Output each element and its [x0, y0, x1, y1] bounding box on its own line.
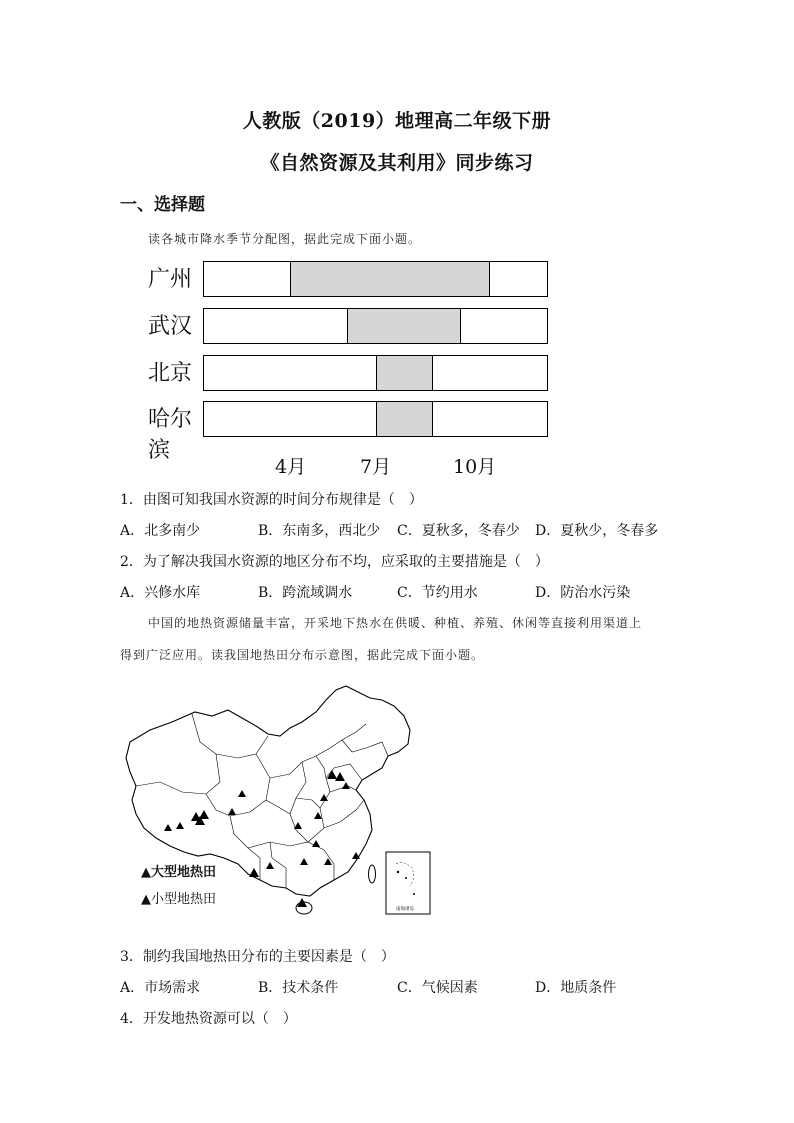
taiwan-island — [369, 865, 376, 883]
month-label-october: 10月 — [453, 456, 497, 478]
rain-bar-harbin — [203, 401, 548, 437]
rain-bar-beijing — [203, 355, 548, 391]
rain-season-fill — [376, 356, 433, 390]
q2-option-b: B．跨流域调水 — [258, 585, 353, 601]
q1-option-c: C．夏秋多，冬春少 — [397, 523, 520, 539]
q3-option-d: D．地质条件 — [535, 980, 617, 996]
q2-option-a: A．兴修水库 — [120, 585, 201, 601]
rain-season-fill — [376, 402, 433, 436]
legend-large-geothermal: ▲大型地热田 — [141, 865, 216, 880]
rain-season-fill — [347, 309, 461, 343]
q1-option-b: B．东南多，西北少 — [258, 523, 381, 539]
q1-option-d: D．夏秋少，冬春多 — [535, 523, 659, 539]
question-3-stem: 3．制约我国地热田分布的主要因素是（ ） — [120, 949, 395, 965]
south-china-sea-inset — [386, 852, 430, 914]
q3-option-b: B．技术条件 — [258, 980, 339, 996]
question-1-stem: 1．由图可知我国水资源的时间分布规律是（ ） — [120, 492, 423, 508]
legend-small-geothermal: ▲小型地热田 — [141, 892, 216, 907]
intro-text-1: 读各城市降水季节分配图，据此完成下面小题。 — [148, 232, 422, 246]
rain-bar-wuhan — [203, 308, 548, 344]
q3-option-c: C．气候因素 — [397, 980, 478, 996]
q2-option-c: C．节约用水 — [397, 585, 478, 601]
city-label-beijing: 北京 — [148, 361, 193, 386]
q3-option-a: A．市场需求 — [120, 980, 201, 996]
month-label-april: 4月 — [275, 456, 307, 478]
city-label-wuhan: 武汉 — [148, 314, 193, 339]
rain-season-fill — [290, 262, 490, 296]
city-label-guangzhou: 广州 — [148, 267, 193, 292]
month-label-july: 7月 — [360, 456, 392, 478]
question-2-stem: 2．为了解决我国水资源的地区分布不均，应采取的主要措施是（ ） — [120, 554, 549, 570]
q1-option-a: A．北多南少 — [120, 523, 201, 539]
q2-option-d: D．防治水污染 — [535, 585, 631, 601]
inset-label: 南海诸岛 — [396, 907, 414, 912]
rain-bar-guangzhou — [203, 261, 548, 297]
intro-text-2-line2: 得到广泛应用。读我国地热田分布示意图，据此完成下面小题。 — [120, 648, 485, 662]
section-heading: 一、选择题 — [120, 195, 205, 215]
city-label-harbin: 哈尔滨 — [148, 407, 193, 463]
intro-text-2-line1: 中国的地热资源储量丰富，开采地下热水在供暖、种植、养殖、休闲等直接利用渠道上 — [148, 616, 643, 630]
question-4-stem: 4．开发地热资源可以（ ） — [120, 1011, 297, 1027]
geothermal-map — [120, 682, 440, 922]
document-title: 人教版（2019）地理高二年级下册 — [242, 110, 552, 132]
document-subtitle: 《自然资源及其利用》同步练习 — [260, 152, 534, 174]
